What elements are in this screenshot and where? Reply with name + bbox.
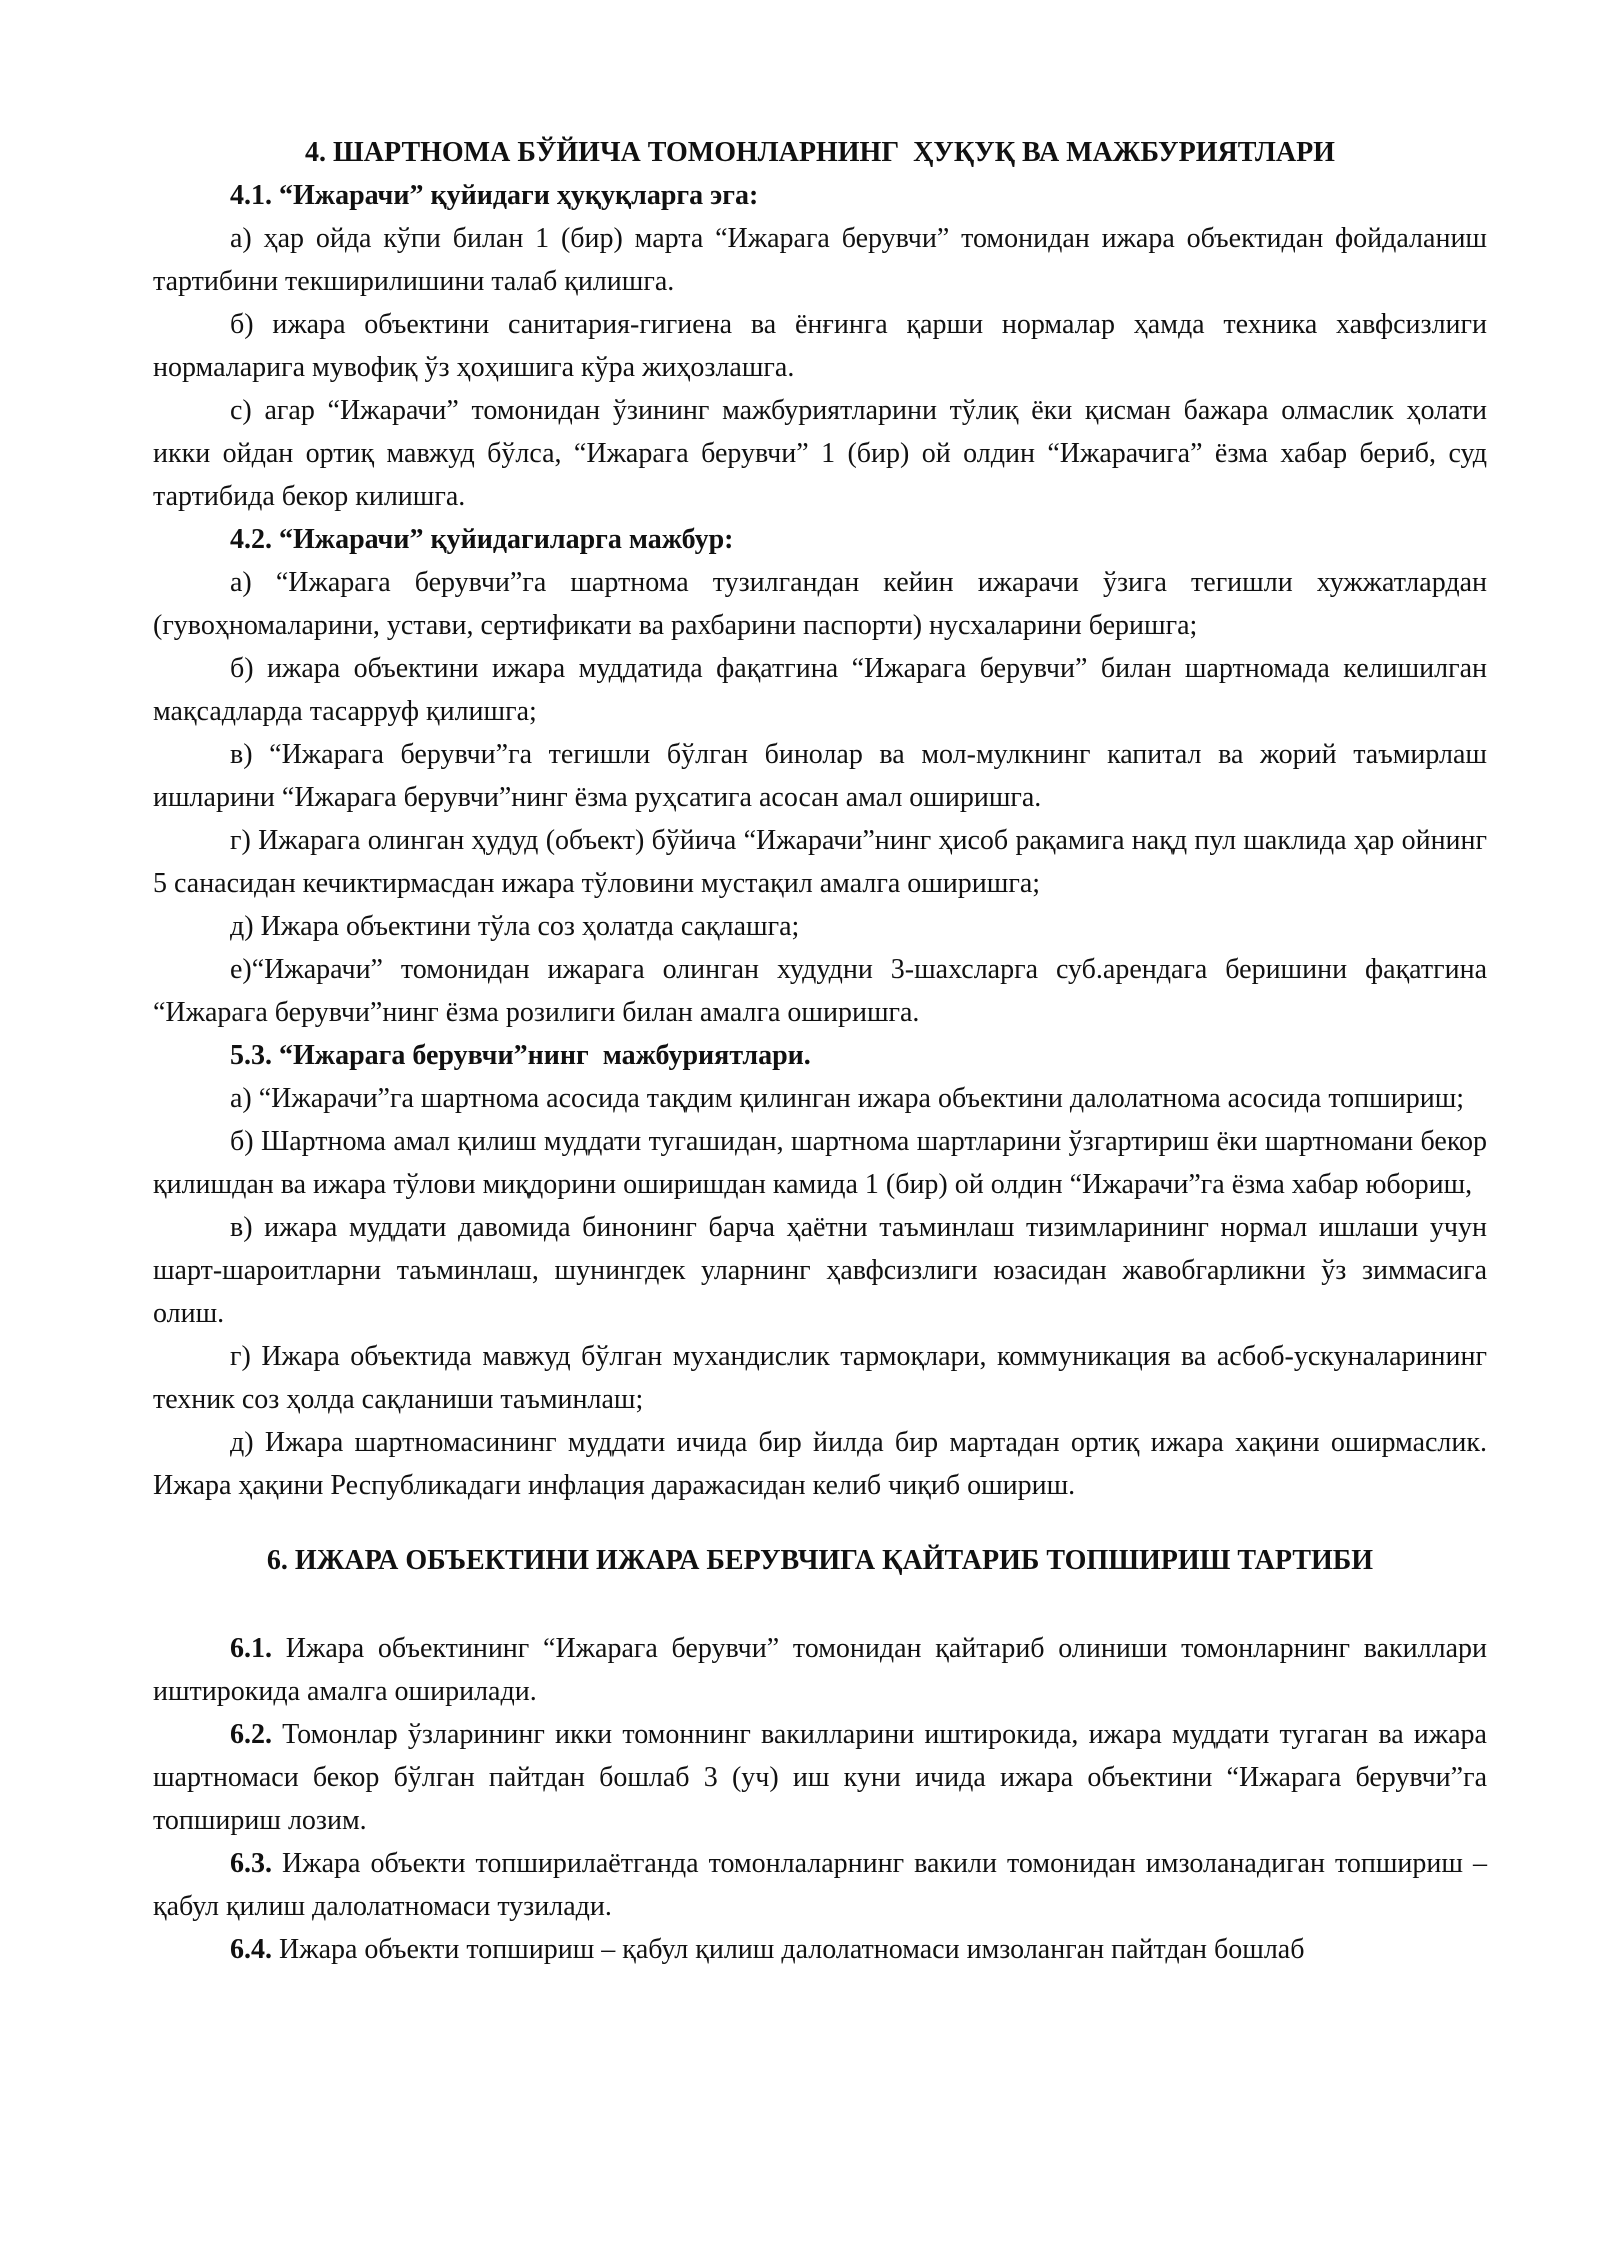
section-6-heading: 6. ИЖАРА ОБЪЕКТИНИ ИЖАРА БЕРУВЧИГА ҚАЙТАРИБ ТОПШИРИШ ТАРТИБИ: [266, 1545, 1374, 1576]
paragraph: а) “Ижарачи”га шартнома асосида тақдим қилинган ижара объектини далолатнома асосида топшириш;: [230, 1083, 1465, 1114]
clause-6-2: [153, 1713, 1487, 1842]
clause-number: 6.4.: [230, 1934, 272, 1965]
clause-text: Ижара объекти топширилаётганда томонлаларнинг вакили томонидан имзоланадиган топшириш – қабул қилиш далолатномаси тузилади.: [153, 1848, 1487, 1922]
spacer: [153, 1582, 1487, 1627]
clause-6-1: [153, 1627, 1487, 1713]
paragraph: г) Ижарага олинган ҳудуд (объект) бўйича “Ижарачи”нинг ҳисоб рақамига нақд пул шаклида ҳар ойнинг 5 санасидан кечиктирмасдан ижара тўловини мустақил амалга оширишга;: [153, 825, 1487, 899]
clause-number: 6.3.: [230, 1848, 272, 1879]
paragraph: д) Ижара объектини тўла соз ҳолатда сақлашга;: [230, 911, 800, 942]
subsection-4-1-title: 4.1. “Ижарачи” қуйидаги ҳуқуқларга эга:: [230, 180, 759, 211]
paragraph: д) Ижара шартномасининг муддати ичида бир йилда бир мартадан ортиқ ижара хақини оширмаслик. Ижара ҳақини Республикадаги инфлация даражасидан келиб чиқиб ошириш.: [153, 1427, 1487, 1501]
subsection-4-2-title: 4.2. “Ижарачи” қуйидагиларга мажбур:: [230, 524, 734, 555]
subsection-5-3-title: 5.3. “Ижарага берувчи”нинг мажбуриятлари.: [230, 1040, 811, 1071]
paragraph: а) ҳар ойда кўпи билан 1 (бир) марта “Ижарага берувчи” томонидан ижара объектидан фойдаланиш тартибини текширилишини талаб қилишга.: [153, 223, 1487, 297]
document-body: [153, 131, 1487, 1971]
paragraph: а) “Ижарага берувчи”га шартнома тузилгандан кейин ижарачи ўзига тегишли хужжатлардан (гувоҳномаларини, устави, сертификати ва рахбарини паспорти) нусхаларини беришга;: [153, 567, 1487, 641]
paragraph: в) ижара муддати давомида бинонинг барча ҳаётни таъминлаш тизимларининг нормал ишлаши учун шарт-шароитларни таъминлаш, шунингдек уларнинг ҳавфсизлиги юзасидан жавобгарликни ўз зиммасига олиш.: [153, 1212, 1487, 1329]
clause-text: Томонлар ўзларининг икки томоннинг вакилларини иштирокида, ижара муддати тугаган ва ижара шартномаси бекор бўлган пайтдан бошлаб 3 (уч) иш куни ичида ижара объектини “Ижарага берувчи”га топшириш лозим.: [153, 1719, 1487, 1836]
paragraph: е)“Ижарачи” томонидан ижарага олинган худудни 3-шахсларга суб.арендага беришини фақатгина “Ижарага берувчи”нинг ёзма розилиги билан амалга оширишга.: [153, 954, 1487, 1028]
spacer: [153, 1507, 1487, 1539]
clause-6-3: [153, 1842, 1487, 1928]
clause-text: Ижара объектининг “Ижарага берувчи” томонидан қайтариб олиниши томонларнинг вакиллари иштирокида амалга оширилади.: [153, 1633, 1487, 1707]
clause-number: 6.1.: [230, 1633, 272, 1664]
clause-number: 6.2.: [230, 1719, 272, 1750]
paragraph: б) ижара объектини санитария-гигиена ва ёнғинга қарши нормалар ҳамда техника хавфсизлиги нормаларига мувофиқ ўз ҳоҳишига кўра жиҳозлашга.: [153, 309, 1487, 383]
paragraph: б) ижара объектини ижара муддатида фақатгина “Ижарага берувчи” билан шартномада келишилган мақсадларда тасарруф қилишга;: [153, 653, 1487, 727]
paragraph: б) Шартнома амал қилиш муддати тугашидан, шартнома шартларини ўзгартириш ёки шартномани бекор қилишдан ва ижара тўлови миқдорини оширишдан камида 1 (бир) ой олдин “Ижарачи”га ёзма хабар юбориш,: [153, 1126, 1487, 1200]
paragraph: с) агар “Ижарачи” томонидан ўзининг мажбуриятларини тўлиқ ёки қисман бажара олмаслик ҳолати икки ойдан ортиқ мавжуд бўлса, “Ижарага берувчи” 1 (бир) ой олдин “Ижарачига” ёзма хабар бериб, суд тартибида бекор килишга.: [153, 395, 1487, 512]
clause-6-4: [153, 1928, 1487, 1971]
section-4-heading: 4. ШАРТНОМА БЎЙИЧА ТОМОНЛАРНИНГ ҲУҚУҚ ВА МАЖБУРИЯТЛАРИ: [305, 137, 1335, 168]
clause-text: Ижара объекти топшириш – қабул қилиш далолатномаси имзоланган пайтдан бошлаб: [272, 1934, 1305, 1965]
paragraph: в) “Ижарага берувчи”га тегишли бўлган бинолар ва мол-мулкнинг капитал ва жорий таъмирлаш ишларини “Ижарага берувчи”нинг ёзма руҳсатига асосан амал оширишга.: [153, 739, 1487, 813]
paragraph: г) Ижара объектида мавжуд бўлган мухандислик тармоқлари, коммуникация ва асбоб-ускуналарининг техник соз ҳолда сақланиши таъминлаш;: [153, 1341, 1487, 1415]
